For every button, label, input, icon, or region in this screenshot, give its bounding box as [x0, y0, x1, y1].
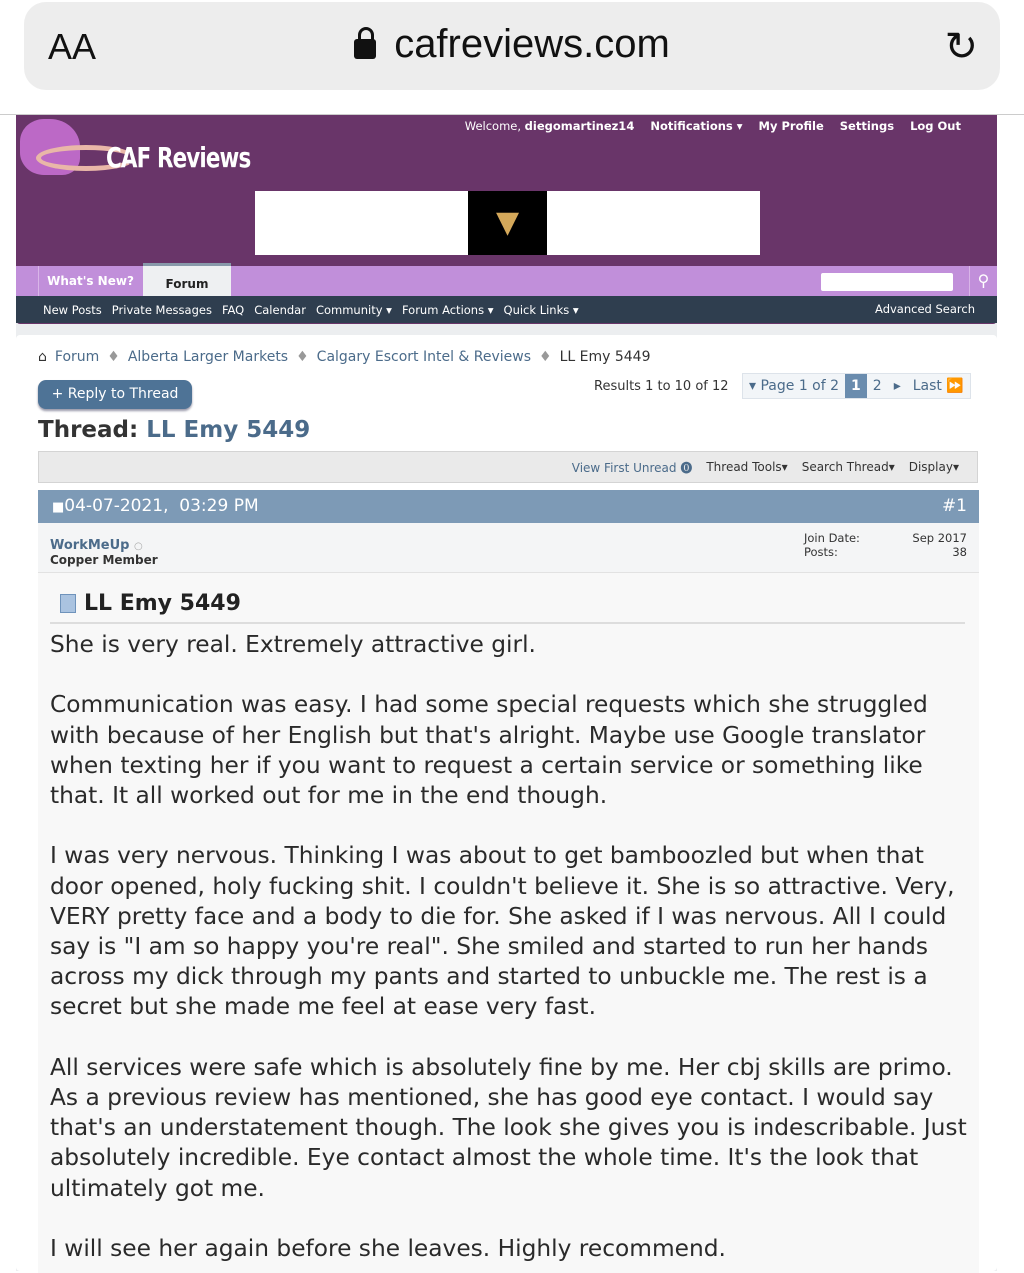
page-jump-menu[interactable]: ▾ Page 1 of 2: [749, 378, 840, 394]
reload-icon[interactable]: ↻: [944, 24, 978, 70]
welcome-label: Welcome,: [464, 119, 522, 133]
posts-label: Posts:: [804, 545, 838, 559]
site-logo[interactable]: [16, 115, 296, 185]
thread-tools-menu[interactable]: Thread Tools▾: [706, 460, 788, 474]
post-paragraph: She is very real. Extremely attractive girl.: [50, 631, 536, 658]
post-text: [50, 630, 967, 1264]
community-menu[interactable]: Community ▾: [315, 302, 392, 317]
search-thread-menu[interactable]: Search Thread▾: [801, 460, 895, 474]
thread-toolbar: [38, 451, 978, 483]
search-icon[interactable]: ⚲: [969, 266, 997, 296]
tab-forum[interactable]: Forum: [143, 263, 231, 296]
page-1-link[interactable]: 1: [845, 374, 867, 398]
lock-icon: [354, 39, 376, 59]
display-menu[interactable]: Display▾: [908, 460, 959, 474]
post-title-text: LL Emy 5449: [84, 591, 241, 616]
breadcrumb: [38, 349, 651, 365]
user-stats-labels: [804, 531, 860, 559]
post-body: [38, 573, 979, 1273]
new-posts-link[interactable]: New Posts: [43, 302, 102, 317]
post-paragraph: I was very nervous. Thinking I was about to get bamboozled but when that door opened, holy fucking shit. I couldn't believe it. She is so attractive. Very, VERY pretty face and a body to die for. She asked if I was nervous. All I could say is "I am so happy you're real". She smiled and started to run her hands across my dick through my pants and started to unbuckle me. The rest is a secret but she made me feel at ease very fast.: [50, 842, 955, 1021]
aa-label: AA: [48, 26, 97, 67]
logo-text: CAF Reviews: [106, 141, 251, 174]
post-paragraph: All services were safe which is absolutely fine by me. Her cbj skills are primo. As a previous review has mentioned, she has good eye contact. I would say that's an understatement though. The look she gives you is indescribable. Just absolutely incredible. Eye contact almost the whole time. It's the look that ultimately got me.: [50, 1053, 967, 1202]
thread-prefix: Thread:: [38, 417, 139, 443]
sub-navigation: [16, 296, 997, 323]
url-text: cafreviews.com: [394, 22, 670, 66]
calendar-link[interactable]: Calendar: [254, 302, 306, 317]
breadcrumb-alberta[interactable]: Alberta Larger Markets: [127, 349, 289, 365]
results-count: Results 1 to 10 of 12: [594, 379, 729, 394]
search-input[interactable]: [821, 273, 953, 291]
author-name: WorkMeUp: [50, 538, 130, 553]
private-messages-link[interactable]: Private Messages: [111, 302, 212, 317]
quick-links-menu[interactable]: Quick Links ▾: [503, 302, 579, 317]
forum-actions-menu[interactable]: Forum Actions ▾: [401, 302, 494, 317]
settings-link[interactable]: Settings: [839, 119, 895, 133]
view-first-unread-link[interactable]: View First Unread ⓿: [571, 460, 693, 475]
log-out-link[interactable]: Log Out: [910, 119, 961, 133]
advanced-search-link[interactable]: Advanced Search: [875, 302, 975, 316]
separator-icon: ♦: [539, 349, 552, 365]
ad-banner[interactable]: [255, 191, 760, 255]
post-icon: ■: [52, 500, 65, 515]
page-title: [38, 417, 310, 443]
content-panel: [16, 335, 997, 1271]
notifications-link[interactable]: Notifications ▾: [650, 119, 743, 133]
post-header: [38, 490, 979, 523]
post-date: 04-07-2021, 03:29 PM: [64, 496, 259, 516]
reply-to-thread-button[interactable]: + Reply to Thread: [38, 380, 192, 409]
thread-title: LL Emy 5449: [146, 417, 311, 443]
breadcrumb-calgary[interactable]: Calgary Escort Intel & Reviews: [316, 349, 532, 365]
posts-value: 38: [952, 545, 967, 559]
post-title: [50, 587, 965, 624]
breadcrumb-current: LL Emy 5449: [559, 349, 651, 365]
document-icon: [60, 594, 76, 613]
username-link[interactable]: diegomartinez14: [524, 119, 635, 133]
browser-address-bar: [24, 2, 1000, 90]
my-profile-link[interactable]: My Profile: [758, 119, 824, 133]
author-link[interactable]: [50, 538, 143, 553]
home-icon[interactable]: ⌂: [38, 349, 47, 365]
user-stats-values: [912, 531, 967, 559]
nav-tabs: [16, 266, 997, 296]
post-paragraph: I will see her again before she leaves. Highly recommend.: [50, 1235, 726, 1262]
join-date-label: Join Date:: [804, 531, 860, 545]
post-user-info: [38, 523, 979, 573]
breadcrumb-forum[interactable]: Forum: [54, 349, 100, 365]
join-date-value: Sep 2017: [912, 531, 967, 545]
user-links: [465, 119, 961, 133]
post-number-link[interactable]: #1: [941, 496, 967, 516]
separator-icon: ♦: [107, 349, 120, 365]
url-field[interactable]: [24, 22, 1000, 67]
faq-link[interactable]: FAQ: [221, 302, 245, 317]
last-page-link[interactable]: Last ⏩: [912, 378, 964, 394]
tab-whats-new[interactable]: What's New?: [38, 266, 142, 296]
offline-status-icon: ○: [134, 541, 143, 552]
site-header: [16, 115, 997, 324]
separator-icon: ♦: [296, 349, 309, 365]
page-2-link[interactable]: 2: [872, 378, 882, 394]
crown-emblem-icon: ▼: [468, 191, 547, 255]
pagination: [742, 373, 971, 399]
next-page-icon[interactable]: ▸: [893, 378, 901, 394]
author-rank: Copper Member: [50, 553, 158, 567]
post-paragraph: Communication was easy. I had some special requests which she struggled with because of her English but that's alright. Maybe use Google translator when texting her if you want to request a certain service or something like that. It all worked out for me in the end though.: [50, 691, 928, 809]
